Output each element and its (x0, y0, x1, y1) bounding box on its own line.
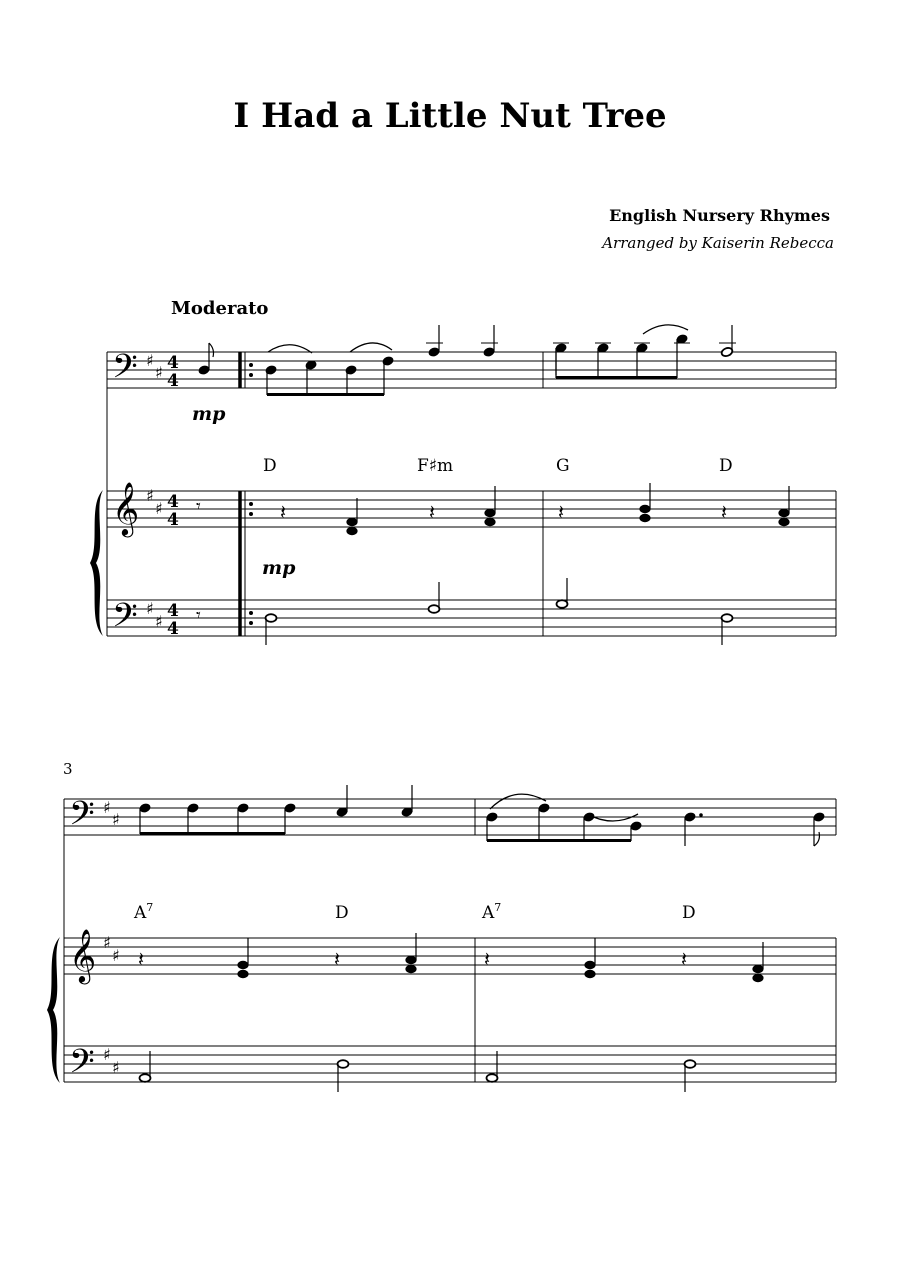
svg-text:4: 4 (167, 492, 179, 512)
svg-text:4: 4 (167, 510, 179, 530)
svg-text:𝄞: 𝄞 (112, 481, 140, 535)
svg-text:4: 4 (167, 371, 179, 391)
measure-number: 3 (63, 760, 73, 778)
svg-text:D: D (335, 903, 349, 923)
svg-text:𝄢: 𝄢 (69, 1043, 95, 1089)
svg-text:𝄽: 𝄽 (558, 500, 565, 524)
composer-credit: English Nursery Rhymes (609, 206, 830, 225)
svg-text:♯: ♯ (112, 810, 120, 829)
svg-text:4: 4 (167, 601, 179, 621)
svg-text:♯: ♯ (103, 1045, 111, 1064)
svg-text:G: G (556, 456, 570, 476)
svg-text:♯: ♯ (155, 612, 163, 631)
tempo-marking: Moderato (171, 298, 269, 319)
svg-text:𝄽: 𝄽 (334, 947, 341, 971)
svg-text:𝄢: 𝄢 (69, 795, 95, 841)
svg-text:♯: ♯ (146, 351, 154, 370)
svg-text:mp: mp (192, 403, 226, 425)
svg-text:𝄽: 𝄽 (484, 947, 491, 971)
svg-text:𝄢: 𝄢 (112, 348, 138, 394)
svg-text:F♯m: F♯m (417, 456, 454, 476)
svg-text:♯: ♯ (112, 1058, 120, 1077)
svg-text:mp: mp (262, 557, 296, 579)
svg-text:♯: ♯ (103, 798, 111, 817)
svg-text:𝄢: 𝄢 (112, 597, 138, 643)
svg-text:A7: $A^7$ (482, 901, 502, 923)
svg-text:♯: ♯ (146, 486, 154, 505)
svg-text:𝄽: 𝄽 (429, 500, 436, 524)
svg-text:♯: ♯ (112, 946, 120, 965)
svg-text:D: D (719, 456, 733, 476)
svg-text:♯: ♯ (155, 499, 163, 518)
staff-piano-bass-2 (64, 1046, 836, 1082)
svg-text:♯: ♯ (103, 933, 111, 952)
staff-piano-treble-2 (64, 938, 836, 974)
staff-melody-2 (64, 799, 836, 835)
svg-text:𝄽: 𝄽 (681, 947, 688, 971)
svg-text:4: 4 (167, 353, 179, 373)
svg-text:𝄞: 𝄞 (69, 928, 97, 982)
svg-text:♯: ♯ (146, 599, 154, 618)
svg-text:♯: ♯ (155, 363, 163, 382)
svg-text:A7: $A^7$ (134, 901, 154, 923)
svg-text:𝄾: 𝄾 (196, 496, 201, 517)
svg-text:𝄽: 𝄽 (138, 947, 145, 971)
svg-text:𝄽: 𝄽 (721, 500, 728, 524)
svg-text:D: D (263, 456, 277, 476)
piece-title: I Had a Little Nut Tree (233, 96, 667, 136)
svg-text:D: D (682, 903, 696, 923)
staff-melody-1 (107, 352, 836, 388)
svg-text:4: 4 (167, 619, 179, 639)
arranger-credit: Arranged by Kaiserin Rebecca (602, 234, 834, 252)
svg-text:𝄽: 𝄽 (280, 500, 287, 524)
svg-text:𝄾: 𝄾 (196, 605, 201, 626)
